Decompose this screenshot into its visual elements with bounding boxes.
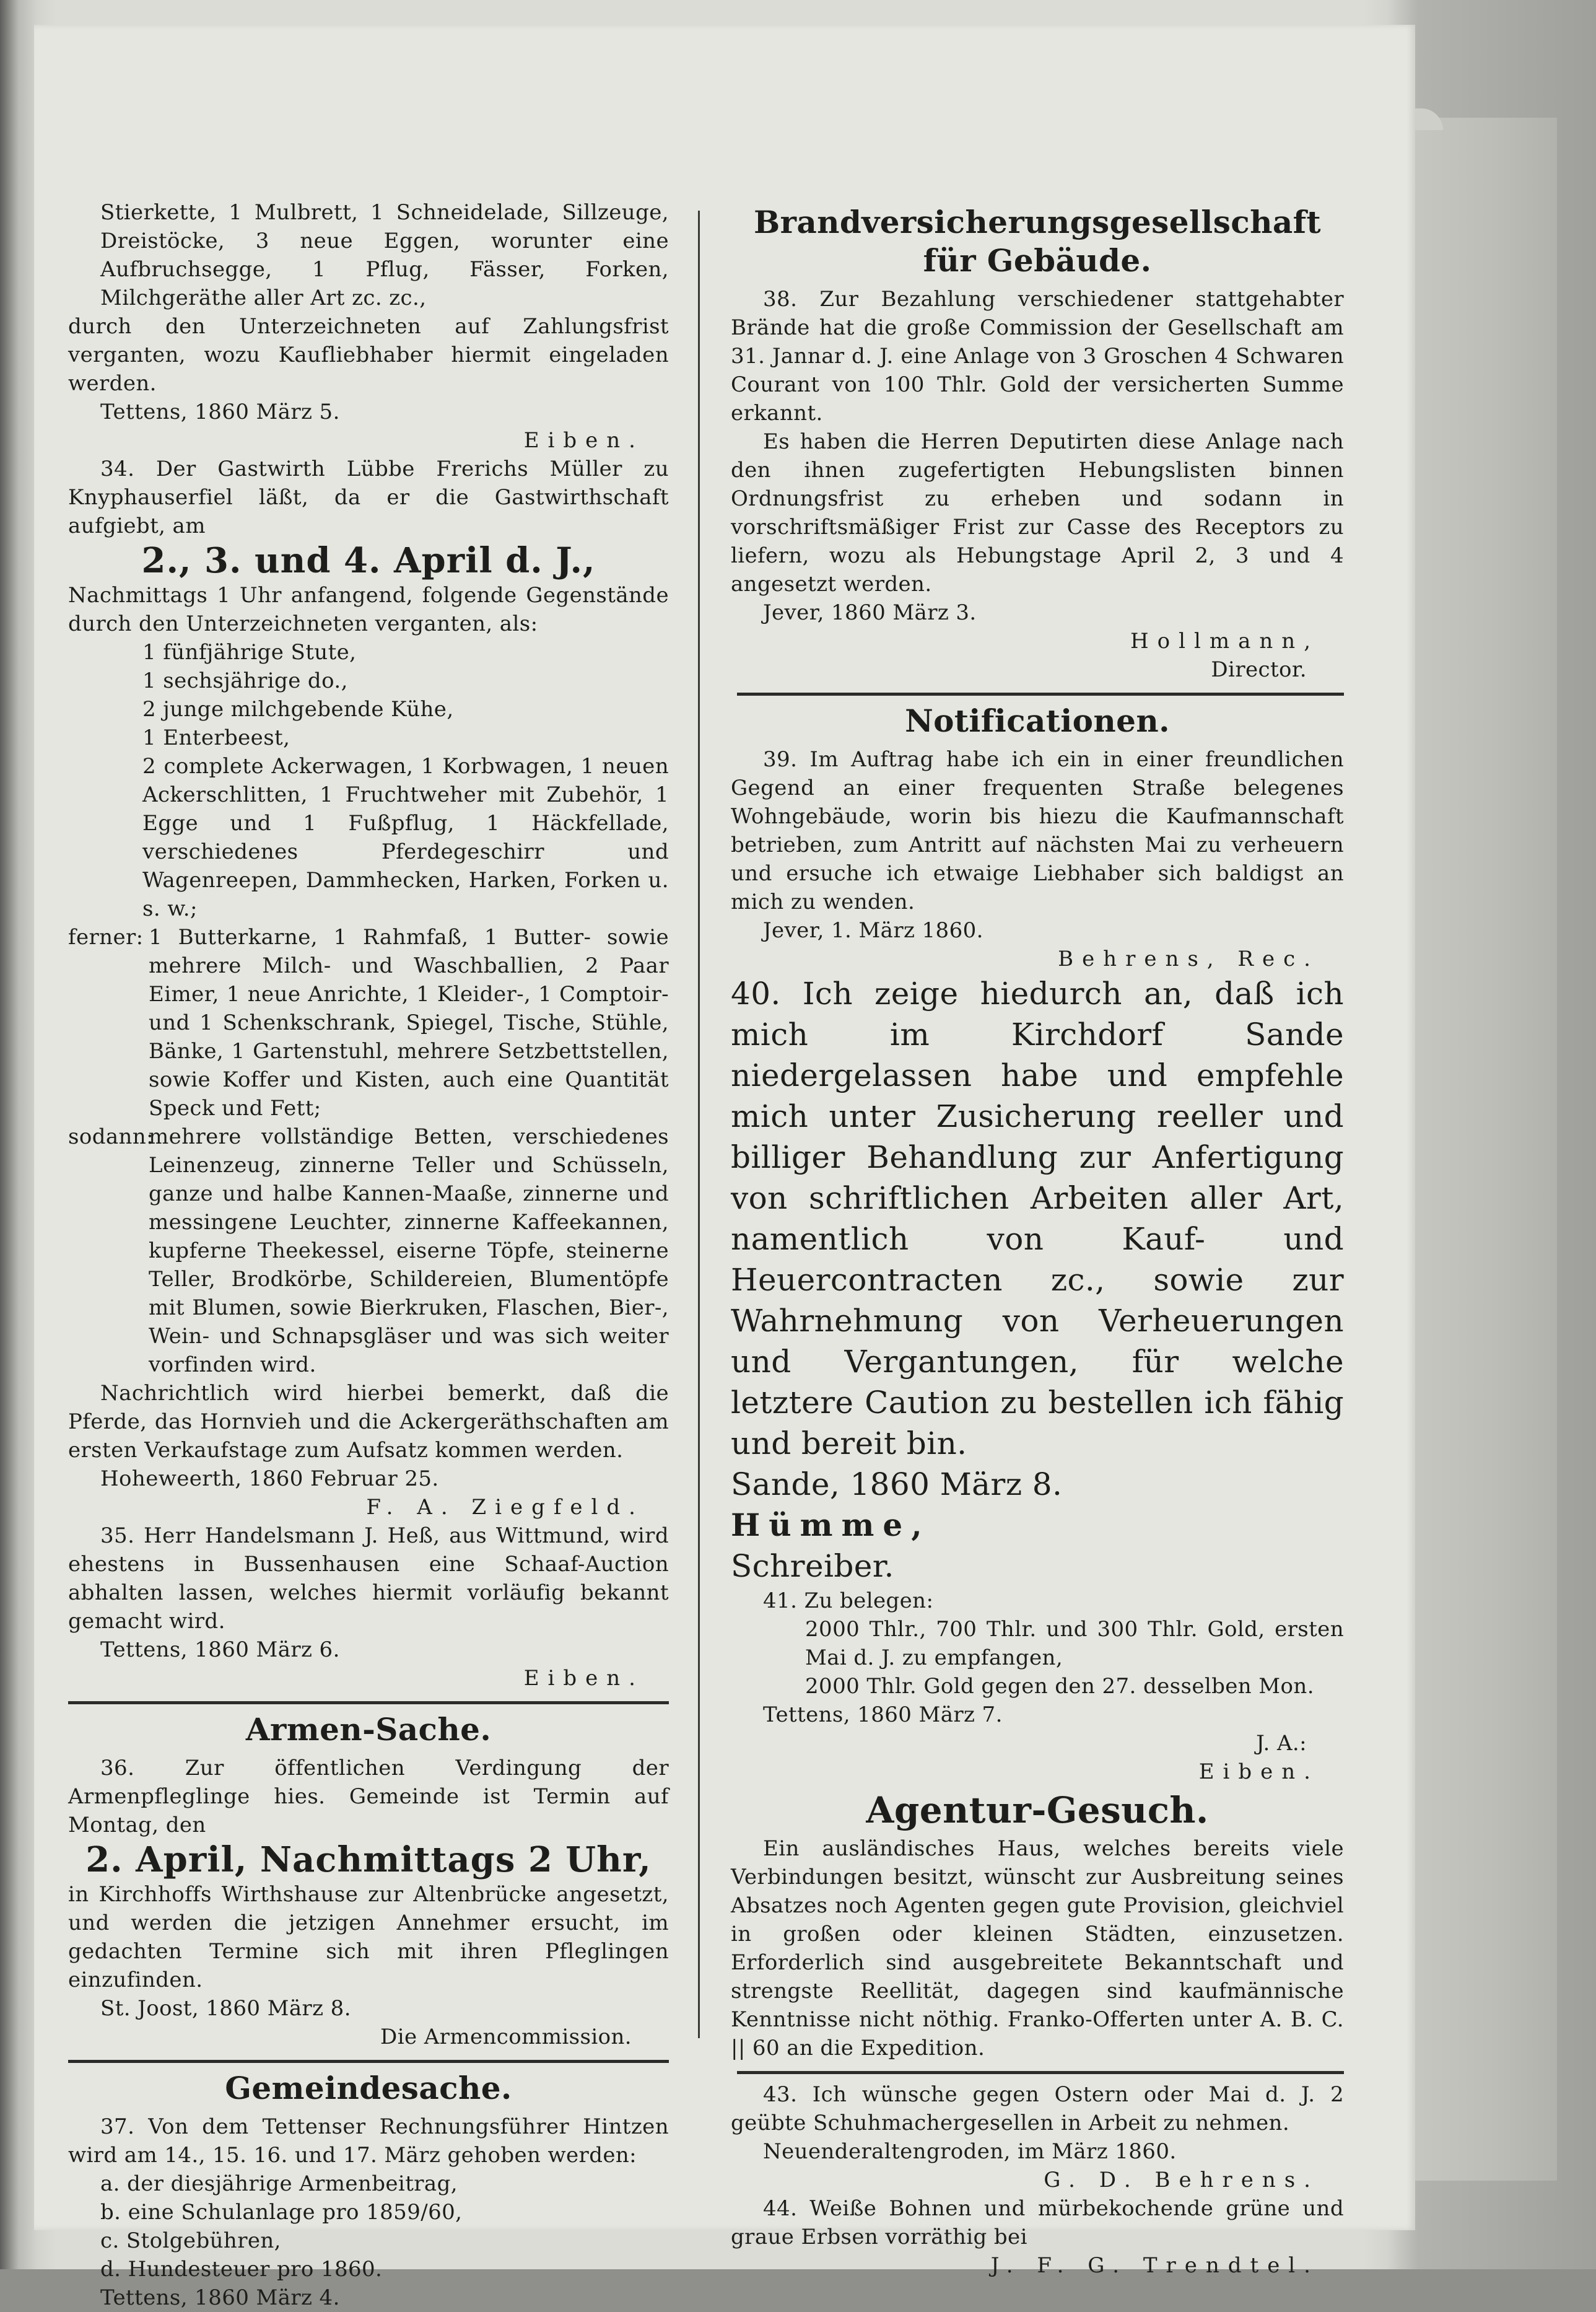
notice-34-signature: F. A. Ziegfeld. (366, 1495, 644, 1520)
notice-36-date: St. Joost, 1860 März 8. (100, 1996, 351, 2021)
heading-gemeindesache: Gemeindesache. (225, 2070, 512, 2106)
column-rule (698, 211, 700, 2038)
notice-43-text: 43. Ich wünsche gegen Ostern oder Mai d. J. 2 geübte Schuhmachergesellen in Arbeit zu nehmen. (731, 2082, 1344, 2135)
sodann-text: mehrere vollständige Betten, verschiedenes Leinenzeug, zinnerne Teller und Schüsseln, ganze und halbe Kannen-Maaße, zinnerne und messingene Leuchter, zinnerne Kaffeekannen, kupferne Theekessel, eiserne Töpfe, steinerne Teller, Brodkörbe, Schildereien, Blumentöpfe mit Blumen, sowie Bierkruken, Flaschen, Bier-, Wein- und Schnapsgläser und was sich weiter vorfinden wird. (149, 1124, 669, 1377)
notice-40-role: Schreiber. (731, 1548, 894, 1584)
section-rule (737, 2071, 1344, 2074)
notice-36-date-big: 2. April, Nachmittags 2 Uhr, (85, 1839, 652, 1880)
notice-38-date: Jever, 1860 März 3. (763, 600, 977, 625)
notice-36-text-2: in Kirchhoffs Wirthshause zur Altenbrücke angesetzt, und werden die jetzigen Annehmer ersucht, im gedachten Termine sich mit ihren Pfleglingen einzufinden. (68, 1882, 669, 1992)
notice-34-after: Nachmittags 1 Uhr anfangend, folgende Gegenstände durch den Unterzeichneten verganten, als: (68, 583, 669, 636)
notice-38-text-2: Es haben die Herren Deputirten diese Anlage nach den ihnen zugefertigten Hebungslisten binnen Ordnungsfrist zu erheben und sodann in vorschriftsmäßiger Frist zur Casse des Receptors zu liefern, wozu als Hebungstage April 2, 3 und 4 angesetzt werden. (731, 429, 1344, 597)
notice-34-item: 2 complete Ackerwagen, 1 Korbwagen, 1 neuen Ackerschlitten, 1 Fruchtweher mit Zubehör, 1 Egge und 1 Fußpflug, 1 Häckfellade, verschiedenes Pferdegeschirr und Wagenreepen, Dammhecken, Harken, Forken u. s. w.; (142, 754, 669, 921)
notice-37-date: Tettens, 1860 März 4. (100, 2285, 340, 2310)
notice-34-item: 1 fünfjährige Stute, (142, 640, 357, 665)
notice-35-text: 35. Herr Handelsmann J. Heß, aus Wittmund, wird ehestens in Bussenhausen eine Schaaf-Auction abhalten lassen, welches hiermit vorläufig bekannt gemacht wird. (68, 1523, 669, 1634)
notice-34-dates: 2., 3. und 4. April d. J., (141, 540, 596, 581)
heading-agentur-gesuch: Agentur-Gesuch. (866, 1789, 1209, 1831)
notice-39-signature: Behrens, Rec. (1058, 947, 1319, 971)
notice-38-role: Director. (1211, 657, 1307, 682)
notice-34-sodann (68, 1123, 669, 1379)
notice-41-head: 41. Zu belegen: (763, 1588, 934, 1613)
notice-41-signature: Eiben. (1198, 1759, 1319, 1784)
notice-37-item: a. der diesjährige Armenbeitrag, (100, 2171, 458, 2196)
notice-40-name: Hümme, (731, 1507, 931, 1543)
sodann-label: sodann: (68, 1124, 154, 1149)
notice-44-signature: J. F. G. Trendtel. (990, 2253, 1319, 2278)
notice-34-item: 1 sechsjährige do., (142, 668, 348, 693)
notice-41-line: 2000 Thlr. Gold gegen den 27. desselben Mon. (805, 1674, 1314, 1699)
notice-41-ja: J. A.: (1256, 1731, 1307, 1756)
lead-signature: Eiben. (523, 428, 644, 453)
left-column (68, 198, 669, 2312)
notice-40-date: Sande, 1860 März 8. (731, 1466, 1063, 1502)
agentur-text: Ein ausländisches Haus, welches bereits viele Verbindungen besitzt, wünscht zur Ausbreitung seines Absatzes noch Agenten gegen gute Provision, gleichviel in großen oder kleinen Städten, einzusetzen. Erforderlich sind ausgebreitete Bekanntschaft und strengste Reellität, dagegen sind kaufmännische Kenntnisse nicht nöthig. Franko-Offerten unter A. B. C. || 60 an die Expedition. (731, 1836, 1344, 2060)
notice-43-date: Neuenderaltengroden, im März 1860. (763, 2139, 1177, 2164)
heading-brandversicherung: Brandversicherungsgesellschaft für Gebäude. (753, 204, 1322, 279)
lead-text: durch den Unterzeichneten auf Zahlungsfrist verganten, wozu Kaufliebhaber hiermit eingeladen werden. (68, 314, 669, 396)
notice-34-date: Hoheweerth, 1860 Februar 25. (100, 1466, 439, 1491)
notice-43-signature: G. D. Behrens. (1044, 2168, 1319, 2192)
notice-37-text: 37. Von dem Tettenser Rechnungsführer Hintzen wird am 14., 15. 16. und 17. März gehoben werden: (68, 2114, 669, 2168)
notice-41-date: Tettens, 1860 März 7. (763, 1702, 1003, 1727)
notice-40-text: 40. Ich zeige hiedurch an, daß ich mich im Kirchdorf Sande niedergelassen habe und empfehle mich unter Zusicherung reeller und billiger Behandlung zur Anfertigung von schriftlichen Arbeiten aller Art, namentlich von Kauf- und Heuercontracten zc., sowie zur Wahrnehmung von Verheuerungen und Vergantungen, für welche letztere Caution zu bestellen ich fähig und bereit bin. (731, 976, 1344, 1461)
notice-44-text: 44. Weiße Bohnen und mürbekochende grüne und graue Erbsen vorräthig bei (731, 2196, 1344, 2249)
page-stack-edge (1401, 118, 1557, 2181)
notice-35-signature: Eiben. (523, 1666, 644, 1691)
section-rule (737, 693, 1344, 696)
notice-34-ferner (68, 923, 669, 1123)
notice-36-signature: Die Armencommission. (380, 2025, 632, 2049)
lead-date: Tettens, 1860 März 5. (100, 400, 340, 424)
notice-36-text: 36. Zur öffentlichen Verdingung der Armenpfleglinge hies. Gemeinde ist Termin auf Montag, den (68, 1756, 669, 1837)
section-rule (68, 2060, 669, 2063)
notice-37-item: b. eine Schulanlage pro 1859/60, (100, 2200, 463, 2225)
ferner-text: 1 Butterkarne, 1 Rahmfaß, 1 Butter- sowie mehrere Milch- und Waschballien, 2 Paar Eimer, 1 neue Anrichte, 1 Kleider-, 1 Comptoir- und 1 Schenkschrank, Spiegel, Tische, Stühle, Bänke, 1 Gartenstuhl, mehrere Setzbettstellen, sowie Koffer und Kisten, auch eine Quantität Speck und Fett; (149, 925, 669, 1121)
section-rule (68, 1701, 669, 1704)
ferner-label: ferner: (68, 925, 144, 950)
notice-34-note: Nachrichtlich wird hierbei bemerkt, daß die Pferde, das Hornvieh und die Ackergeräthschaften am ersten Verkaufstage zum Aufsatz kommen werden. (68, 1381, 669, 1463)
heading-notificationen: Notificationen. (905, 703, 1170, 739)
notice-39-date: Jever, 1. März 1860. (763, 918, 983, 943)
notice-38-signature: Hollmann, (1130, 629, 1319, 654)
notice-34-item: 1 Enterbeest, (142, 725, 290, 750)
notice-34-item: 2 junge milchgebende Kühe, (142, 697, 454, 722)
lead-items: Stierkette, 1 Mulbrett, 1 Schneidelade, Sillzeuge, Dreistöcke, 3 neue Eggen, worunter eine Aufbruchsegge, 1 Pflug, Fässer, Forken, Milchgeräthe aller Art zc. zc., (100, 200, 669, 310)
notice-41-line: 2000 Thlr., 700 Thlr. und 300 Thlr. Gold, ersten Mai d. J. zu empfangen, (805, 1617, 1344, 1670)
right-column (731, 198, 1344, 2280)
notice-34-intro: 34. Der Gastwirth Lübbe Frerichs Müller zu Knyphauserfiel läßt, da er die Gastwirthschaft aufgiebt, am (68, 457, 669, 538)
notice-35-date: Tettens, 1860 März 6. (100, 1637, 340, 1662)
notice-38-text: 38. Zur Bezahlung verschiedener stattgehabter Brände hat die große Commission der Gesellschaft am 31. Jannar d. J. eine Anlage von 3 Groschen 4 Schwaren Courant von 100 Thlr. Gold der versicherten Summe erkannt. (731, 287, 1344, 426)
heading-armen-sache: Armen-Sache. (245, 1711, 492, 1748)
notice-37-item: c. Stolgebühren, (100, 2228, 281, 2253)
notice-37-item: d. Hundesteuer pro 1860. (100, 2257, 383, 2282)
notice-39-text: 39. Im Auftrag habe ich ein in einer freundlichen Gegend an einer frequenten Straße belegenes Wohngebäude, worin bis hiezu die Kaufmannschaft betrieben, zum Antritt auf nächsten Mai zu verheuern und ersuche ich etwaige Liebhaber sich baldigst an mich zu wenden. (731, 747, 1344, 914)
